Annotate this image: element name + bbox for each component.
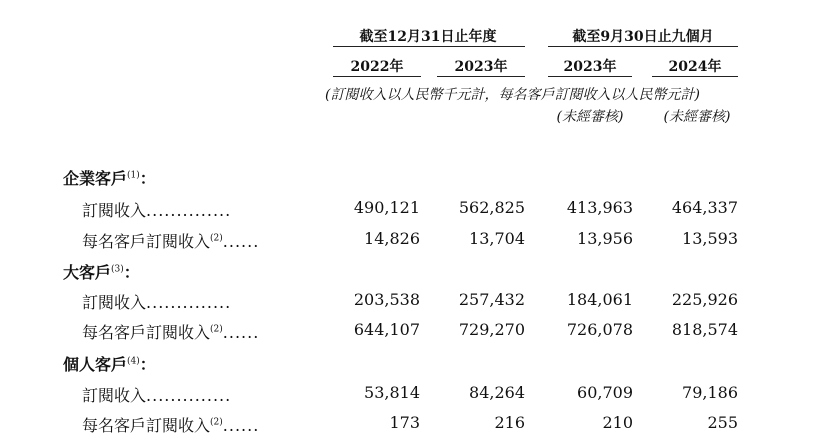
value-individual-revenue-2024-9m: 79,186 [682, 383, 738, 402]
value-key-accounts-revenue-2023-9m: 184,061 [566, 290, 633, 309]
year-2022-rule [333, 76, 421, 77]
value-enterprise-per-customer-2023-9m: 13,956 [577, 229, 633, 248]
period-group-annual: 截至12月31日止年度 [359, 29, 497, 45]
value-key-accounts-revenue-2023: 257,432 [458, 290, 525, 309]
row-label-key-accounts-revenue: 訂閱收入.............. [82, 293, 232, 312]
year-2024-nine-months-header: 2024年 [668, 59, 722, 75]
year-2023-nine-months-header: 2023年 [563, 59, 617, 75]
value-enterprise-revenue-2024-9m: 464,337 [671, 198, 738, 217]
year-2023-annual-rule [437, 76, 525, 77]
value-enterprise-revenue-2023: 562,825 [458, 198, 525, 217]
value-key-accounts-per-customer-2023: 729,270 [458, 320, 525, 339]
value-individual-revenue-2023-9m: 60,709 [577, 383, 633, 402]
value-enterprise-revenue-2023-9m: 413,963 [566, 198, 633, 217]
period-group-nine-months-rule [548, 46, 738, 47]
year-2023-nine-months-rule [548, 76, 632, 77]
year-2023-annual-header: 2023年 [454, 59, 508, 75]
value-key-accounts-per-customer-2024-9m: 818,574 [671, 320, 738, 339]
year-2022-header: 2022年 [350, 59, 404, 75]
value-key-accounts-per-customer-2022: 644,107 [353, 320, 420, 339]
value-individual-per-customer-2024-9m: 255 [707, 413, 738, 432]
value-enterprise-per-customer-2022: 14,826 [364, 229, 420, 248]
value-individual-per-customer-2022: 173 [389, 413, 420, 432]
value-key-accounts-per-customer-2023-9m: 726,078 [566, 320, 633, 339]
row-label-enterprise-revenue: 訂閱收入.............. [82, 201, 232, 220]
value-enterprise-per-customer-2023: 13,704 [469, 229, 525, 248]
value-individual-per-customer-2023-9m: 210 [602, 413, 633, 432]
row-label-key-accounts-per-customer: 每名客戶訂閱收入$^{(2)}$...... [82, 323, 260, 342]
row-label-individual-revenue: 訂閱收入.............. [82, 386, 232, 405]
value-individual-revenue-2022: 53,814 [364, 383, 420, 402]
year-2024-nine-months-rule [652, 76, 738, 77]
unit-note: (訂閱收入以人民幣千元計，每名客戶訂閱收入以人民幣元計) [325, 87, 700, 103]
value-individual-per-customer-2023: 216 [494, 413, 525, 432]
row-label-individual-per-customer: 每名客戶訂閱收入$^{(2)}$...... [82, 416, 260, 435]
period-group-annual-rule [333, 46, 525, 47]
unaudited-note-2024: (未經審核) [663, 109, 731, 125]
value-key-accounts-revenue-2022: 203,538 [353, 290, 420, 309]
section-title-enterprise: 企業客戶$^{(1)}$： [63, 169, 156, 188]
value-individual-revenue-2023: 84,264 [469, 383, 525, 402]
value-enterprise-revenue-2022: 490,121 [353, 198, 420, 217]
row-label-enterprise-per-customer: 每名客戶訂閱收入$^{(2)}$...... [82, 232, 260, 251]
value-key-accounts-revenue-2024-9m: 225,926 [671, 290, 738, 309]
section-title-key-accounts: 大客戶$^{(3)}$： [63, 263, 140, 282]
period-group-nine-months: 截至9月30日止九個月 [572, 29, 714, 45]
value-enterprise-per-customer-2024-9m: 13,593 [682, 229, 738, 248]
section-title-individual: 個人客戶$^{(4)}$： [63, 355, 156, 374]
unaudited-note-2023: (未經審核) [556, 109, 624, 125]
